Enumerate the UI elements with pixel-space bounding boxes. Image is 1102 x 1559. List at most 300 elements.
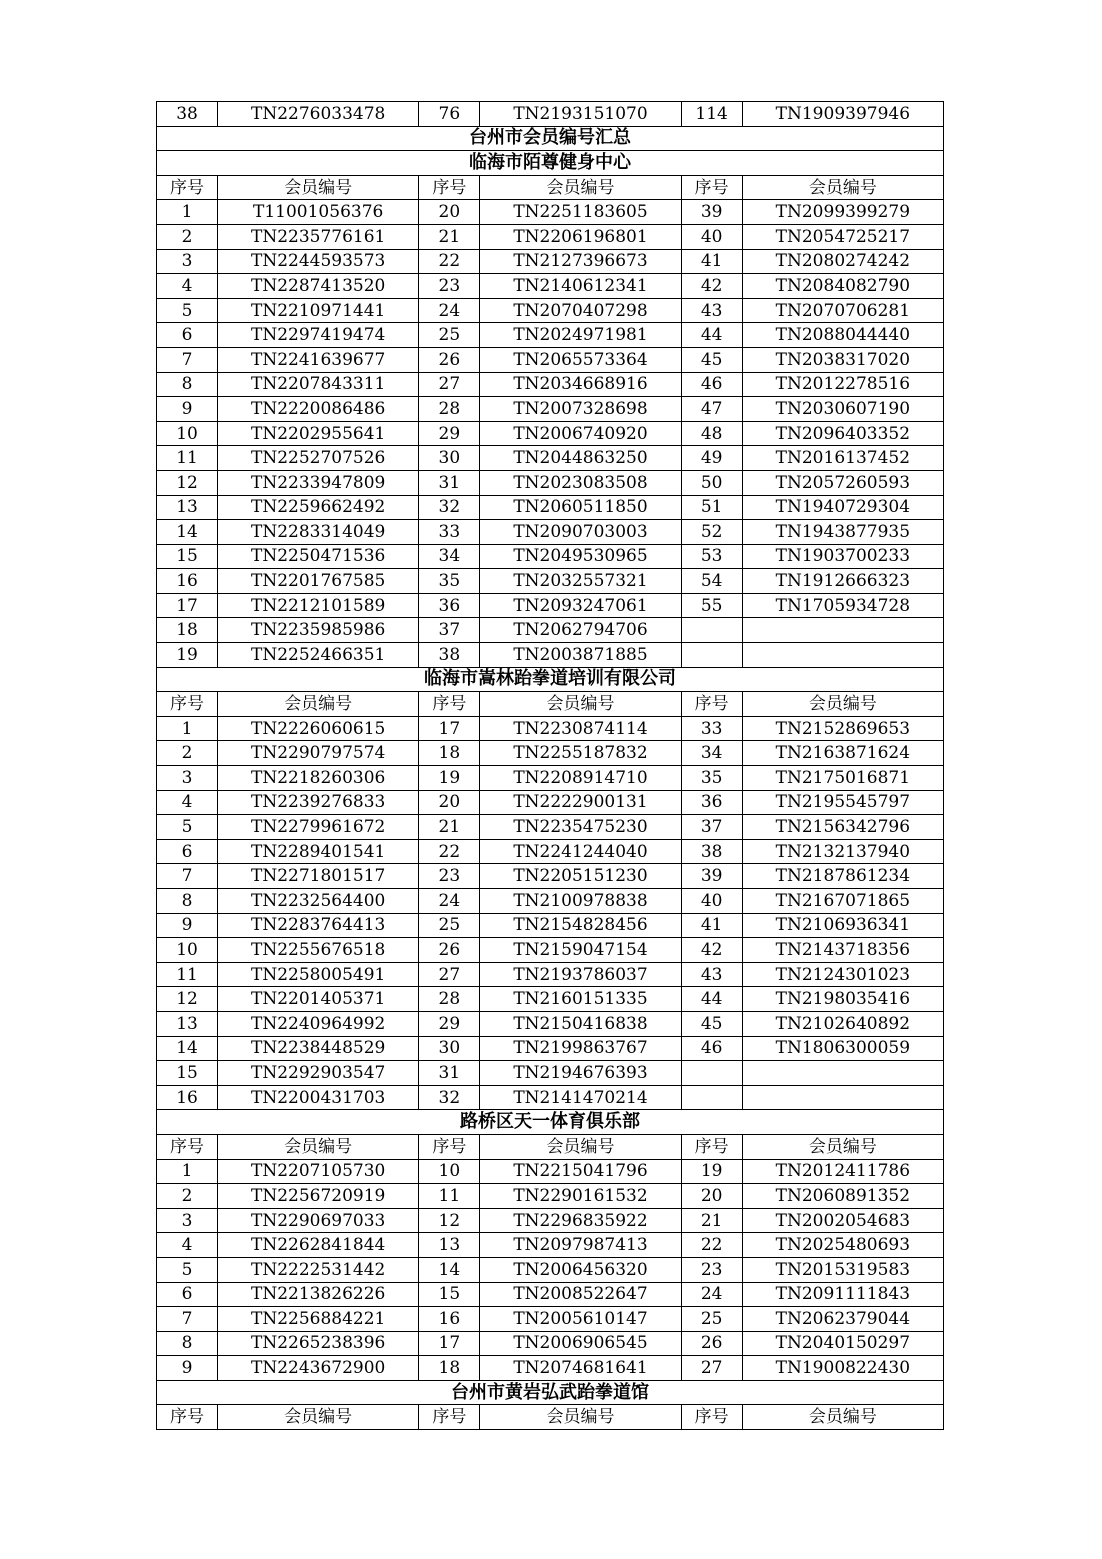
member-id-cell: TN1903700233 [742,544,943,569]
member-id-header: 会员编号 [742,1405,943,1430]
member-id-cell: TN2244593573 [218,249,419,274]
seq-cell: 48 [681,421,742,446]
member-id-cell: TN2030607190 [742,397,943,422]
member-id-header: 会员编号 [218,692,419,717]
member-id-cell: TN2143718356 [742,938,943,963]
member-id-cell: TN2241639677 [218,347,419,372]
seq-cell: 18 [419,741,480,766]
seq-cell: 40 [681,224,742,249]
member-id-cell [742,1061,943,1086]
seq-header: 序号 [681,1405,742,1430]
column-header-row [157,1134,944,1159]
table-row [157,864,944,889]
member-id-cell: TN2232564400 [218,889,419,914]
table-row [157,323,944,348]
member-id-cell: TN2175016871 [742,766,943,791]
seq-cell: 2 [157,224,218,249]
member-id-cell: TN2292903547 [218,1061,419,1086]
table-row [157,1184,944,1209]
member-id-cell: TN2226060615 [218,716,419,741]
table-row [157,1356,944,1381]
seq-cell: 45 [681,347,742,372]
seq-cell: 53 [681,544,742,569]
seq-cell: 50 [681,470,742,495]
seq-cell: 76 [419,102,480,127]
member-id-cell: TN2289401541 [218,839,419,864]
member-id-cell: TN2054725217 [742,224,943,249]
member-id-cell: TN2241244040 [480,839,681,864]
member-id-cell: TN2255676518 [218,938,419,963]
seq-cell: 23 [419,864,480,889]
seq-cell: 42 [681,274,742,299]
table-row [157,766,944,791]
table-row [157,347,944,372]
member-id-cell: TN2199863767 [480,1036,681,1061]
member-id-cell: TN2283314049 [218,520,419,545]
member-id-cell: TN2262841844 [218,1233,419,1258]
section-title: 临海市陌尊健身中心 [157,151,944,176]
member-id-table [156,101,944,1430]
member-id-cell: TN2102640892 [742,1011,943,1036]
seq-cell: 7 [157,864,218,889]
seq-cell: 23 [419,274,480,299]
member-id-cell: TN2239276833 [218,790,419,815]
table-row [157,618,944,643]
table-row [157,1011,944,1036]
table-row [157,815,944,840]
table-row [157,1307,944,1332]
member-id-cell: TN2049530965 [480,544,681,569]
seq-header: 序号 [419,692,480,717]
seq-cell: 28 [419,397,480,422]
seq-cell: 3 [157,766,218,791]
seq-header: 序号 [419,1134,480,1159]
seq-cell: 11 [419,1184,480,1209]
section-title-row [157,1110,944,1135]
table-row [157,274,944,299]
table-row [157,593,944,618]
member-id-cell: TN2207105730 [218,1159,419,1184]
member-id-cell: TN2235985986 [218,618,419,643]
continuation-row [157,102,944,127]
table-row [157,962,944,987]
seq-cell: 32 [419,495,480,520]
seq-cell: 43 [681,962,742,987]
member-id-cell: TN2195545797 [742,790,943,815]
seq-cell [681,1085,742,1110]
seq-cell: 43 [681,298,742,323]
seq-cell: 34 [419,544,480,569]
member-id-cell: TN2040150297 [742,1331,943,1356]
member-id-cell: TN2187861234 [742,864,943,889]
seq-cell: 30 [419,1036,480,1061]
member-id-cell: TN2023083508 [480,470,681,495]
seq-cell: 31 [419,470,480,495]
member-id-cell: TN2198035416 [742,987,943,1012]
member-id-cell: TN2006456320 [480,1257,681,1282]
seq-cell: 5 [157,815,218,840]
member-id-cell: TN2008522647 [480,1282,681,1307]
seq-cell: 15 [157,1061,218,1086]
member-id-header: 会员编号 [742,692,943,717]
seq-cell: 9 [157,1356,218,1381]
seq-cell: 7 [157,347,218,372]
member-id-cell: TN2060511850 [480,495,681,520]
column-header-row [157,1405,944,1430]
section-title-row [157,667,944,692]
seq-cell: 33 [419,520,480,545]
column-header-row [157,175,944,200]
seq-cell: 25 [681,1307,742,1332]
member-id-cell: TN2024971981 [480,323,681,348]
member-id-cell: TN2297419474 [218,323,419,348]
seq-cell: 5 [157,1257,218,1282]
seq-cell: 28 [419,987,480,1012]
seq-cell: 37 [419,618,480,643]
table-row [157,520,944,545]
member-id-header: 会员编号 [480,1405,681,1430]
seq-cell: 25 [419,323,480,348]
member-id-cell: TN2194676393 [480,1061,681,1086]
member-id-cell: TN2070706281 [742,298,943,323]
seq-cell: 16 [157,569,218,594]
member-id-cell: TN2167071865 [742,889,943,914]
seq-cell: 36 [419,593,480,618]
member-id-cell: TN1900822430 [742,1356,943,1381]
member-id-cell: TN2290161532 [480,1184,681,1209]
member-id-cell: TN2154828456 [480,913,681,938]
table-row [157,987,944,1012]
member-id-cell: TN2265238396 [218,1331,419,1356]
seq-cell: 3 [157,1208,218,1233]
seq-cell: 11 [157,446,218,471]
seq-cell: 23 [681,1257,742,1282]
seq-cell: 32 [419,1085,480,1110]
table-row [157,938,944,963]
seq-cell: 8 [157,889,218,914]
member-id-cell: TN2212101589 [218,593,419,618]
member-id-cell: TN2251183605 [480,200,681,225]
seq-cell: 13 [419,1233,480,1258]
member-id-cell: TN2240964992 [218,1011,419,1036]
member-id-cell: TN2252466351 [218,643,419,668]
seq-cell: 8 [157,1331,218,1356]
seq-cell: 17 [157,593,218,618]
member-id-cell: TN2100978838 [480,889,681,914]
seq-cell: 17 [419,716,480,741]
seq-cell: 31 [419,1061,480,1086]
seq-cell: 35 [681,766,742,791]
member-id-cell: TN2065573364 [480,347,681,372]
member-id-cell: TN2025480693 [742,1233,943,1258]
member-id-cell: TN2215041796 [480,1159,681,1184]
member-id-cell: TN2290697033 [218,1208,419,1233]
seq-cell: 40 [681,889,742,914]
member-id-cell: TN2152869653 [742,716,943,741]
seq-cell: 19 [419,766,480,791]
member-id-cell: TN2258005491 [218,962,419,987]
seq-cell: 4 [157,274,218,299]
table-row [157,569,944,594]
member-id-cell: TN2093247061 [480,593,681,618]
member-id-cell: TN2156342796 [742,815,943,840]
member-id-cell: TN2205151230 [480,864,681,889]
member-id-cell: TN2012278516 [742,372,943,397]
member-id-cell: T11001056376 [218,200,419,225]
member-id-header: 会员编号 [480,175,681,200]
member-id-header: 会员编号 [480,692,681,717]
seq-cell: 6 [157,1282,218,1307]
member-id-cell: TN1909397946 [742,102,943,127]
member-id-cell: TN2283764413 [218,913,419,938]
seq-cell: 25 [419,913,480,938]
table-row [157,643,944,668]
member-id-cell: TN2296835922 [480,1208,681,1233]
member-id-cell: TN2193786037 [480,962,681,987]
seq-cell: 4 [157,790,218,815]
seq-cell: 14 [419,1257,480,1282]
seq-cell: 33 [681,716,742,741]
seq-header: 序号 [157,175,218,200]
section-title: 台州市黄岩弘武跆拳道馆 [157,1380,944,1405]
table-row [157,790,944,815]
table-row [157,1061,944,1086]
seq-cell: 46 [681,1036,742,1061]
member-id-cell: TN2005610147 [480,1307,681,1332]
seq-cell: 7 [157,1307,218,1332]
seq-cell: 18 [157,618,218,643]
table-row [157,1233,944,1258]
seq-cell: 17 [419,1331,480,1356]
table-row [157,839,944,864]
seq-cell: 44 [681,323,742,348]
member-id-cell: TN2015319583 [742,1257,943,1282]
member-id-cell: TN2201767585 [218,569,419,594]
table-row [157,495,944,520]
seq-cell: 26 [419,347,480,372]
member-id-cell: TN1940729304 [742,495,943,520]
member-id-header: 会员编号 [218,1405,419,1430]
member-id-cell: TN2003871885 [480,643,681,668]
seq-cell: 6 [157,323,218,348]
seq-cell: 10 [157,421,218,446]
seq-cell: 27 [681,1356,742,1381]
seq-header: 序号 [157,1405,218,1430]
seq-cell: 44 [681,987,742,1012]
table-row [157,889,944,914]
seq-cell [681,1061,742,1086]
seq-cell [681,618,742,643]
seq-cell: 39 [681,200,742,225]
seq-cell: 29 [419,421,480,446]
column-header-row [157,692,944,717]
seq-cell: 21 [419,815,480,840]
seq-cell: 35 [419,569,480,594]
member-id-header: 会员编号 [742,1134,943,1159]
member-id-cell: TN2007328698 [480,397,681,422]
seq-cell: 39 [681,864,742,889]
seq-cell: 30 [419,446,480,471]
seq-cell: 14 [157,1036,218,1061]
member-id-cell: TN2210971441 [218,298,419,323]
seq-cell: 21 [681,1208,742,1233]
seq-cell: 21 [419,224,480,249]
seq-cell: 20 [419,200,480,225]
member-id-cell: TN2150416838 [480,1011,681,1036]
seq-cell: 47 [681,397,742,422]
member-id-cell: TN2034668916 [480,372,681,397]
member-id-cell: TN2220086486 [218,397,419,422]
seq-cell: 20 [681,1184,742,1209]
member-id-cell: TN2252707526 [218,446,419,471]
member-id-header: 会员编号 [480,1134,681,1159]
table-row [157,224,944,249]
member-id-cell: TN2096403352 [742,421,943,446]
table-row [157,446,944,471]
member-id-cell: TN2084082790 [742,274,943,299]
member-id-cell: TN2200431703 [218,1085,419,1110]
seq-cell: 9 [157,397,218,422]
seq-cell: 14 [157,520,218,545]
seq-cell: 34 [681,741,742,766]
member-id-cell: TN2207843311 [218,372,419,397]
member-id-cell: TN2243672900 [218,1356,419,1381]
seq-cell: 1 [157,200,218,225]
seq-header: 序号 [157,692,218,717]
seq-cell: 114 [681,102,742,127]
seq-cell: 38 [419,643,480,668]
seq-cell: 10 [157,938,218,963]
seq-cell: 3 [157,249,218,274]
table-row [157,372,944,397]
member-id-cell: TN2006740920 [480,421,681,446]
seq-cell: 24 [419,889,480,914]
section-title-row [157,151,944,176]
seq-cell: 12 [157,470,218,495]
member-id-cell: TN2206196801 [480,224,681,249]
seq-cell [681,643,742,668]
seq-header: 序号 [419,175,480,200]
seq-cell: 27 [419,372,480,397]
seq-cell: 1 [157,1159,218,1184]
seq-cell: 26 [681,1331,742,1356]
section-title: 路桥区天一体育俱乐部 [157,1110,944,1135]
table-row [157,544,944,569]
seq-cell: 38 [157,102,218,127]
section-title-row [157,1380,944,1405]
member-id-cell: TN2080274242 [742,249,943,274]
seq-cell: 13 [157,1011,218,1036]
table-row [157,421,944,446]
seq-cell: 41 [681,249,742,274]
member-id-cell: TN2201405371 [218,987,419,1012]
member-id-cell: TN2106936341 [742,913,943,938]
member-id-cell: TN2230874114 [480,716,681,741]
seq-cell: 24 [681,1282,742,1307]
member-id-cell: TN2038317020 [742,347,943,372]
member-id-table-body [157,102,944,1430]
member-id-cell: TN2140612341 [480,274,681,299]
seq-cell: 2 [157,1184,218,1209]
member-id-cell: TN2218260306 [218,766,419,791]
seq-cell: 51 [681,495,742,520]
member-id-cell: TN2070407298 [480,298,681,323]
table-row [157,1208,944,1233]
table-row [157,1331,944,1356]
member-id-cell: TN2213826226 [218,1282,419,1307]
seq-cell: 16 [419,1307,480,1332]
seq-cell: 29 [419,1011,480,1036]
member-id-cell [742,618,943,643]
member-id-cell: TN2127396673 [480,249,681,274]
member-id-cell: TN2141470214 [480,1085,681,1110]
member-id-cell: TN2097987413 [480,1233,681,1258]
seq-header: 序号 [681,175,742,200]
member-id-cell: TN2259662492 [218,495,419,520]
seq-cell: 38 [681,839,742,864]
seq-header: 序号 [157,1134,218,1159]
member-id-cell: TN2074681641 [480,1356,681,1381]
member-id-cell: TN2032557321 [480,569,681,594]
member-id-header: 会员编号 [218,1134,419,1159]
table-row [157,298,944,323]
member-id-cell: TN2006906545 [480,1331,681,1356]
seq-cell: 54 [681,569,742,594]
member-id-cell: TN2060891352 [742,1184,943,1209]
seq-cell: 36 [681,790,742,815]
member-id-cell: TN2099399279 [742,200,943,225]
member-id-cell: TN2222900131 [480,790,681,815]
table-row [157,1085,944,1110]
seq-cell: 19 [157,643,218,668]
seq-cell: 41 [681,913,742,938]
member-id-cell: TN2238448529 [218,1036,419,1061]
section-title: 临海市嵩林跆拳道培训有限公司 [157,667,944,692]
seq-cell: 46 [681,372,742,397]
member-id-cell: TN2256720919 [218,1184,419,1209]
seq-header: 序号 [681,692,742,717]
table-row [157,1036,944,1061]
table-row [157,1282,944,1307]
seq-cell: 10 [419,1159,480,1184]
seq-cell: 12 [157,987,218,1012]
seq-cell: 12 [419,1208,480,1233]
seq-cell: 16 [157,1085,218,1110]
table-row [157,913,944,938]
member-id-cell: TN2002054683 [742,1208,943,1233]
member-id-cell: TN2233947809 [218,470,419,495]
member-id-cell: TN2088044440 [742,323,943,348]
member-id-cell: TN2062794706 [480,618,681,643]
member-id-cell: TN2202955641 [218,421,419,446]
member-id-cell [742,1085,943,1110]
member-id-cell: TN2287413520 [218,274,419,299]
member-id-cell: TN2279961672 [218,815,419,840]
member-id-cell: TN2091111843 [742,1282,943,1307]
seq-cell: 5 [157,298,218,323]
member-id-cell: TN2235776161 [218,224,419,249]
member-id-cell: TN2250471536 [218,544,419,569]
seq-cell: 52 [681,520,742,545]
member-id-cell: TN2044863250 [480,446,681,471]
seq-cell: 1 [157,716,218,741]
seq-header: 序号 [419,1405,480,1430]
table-row [157,1159,944,1184]
seq-cell: 26 [419,938,480,963]
member-id-cell: TN2012411786 [742,1159,943,1184]
seq-cell: 15 [419,1282,480,1307]
seq-cell: 9 [157,913,218,938]
